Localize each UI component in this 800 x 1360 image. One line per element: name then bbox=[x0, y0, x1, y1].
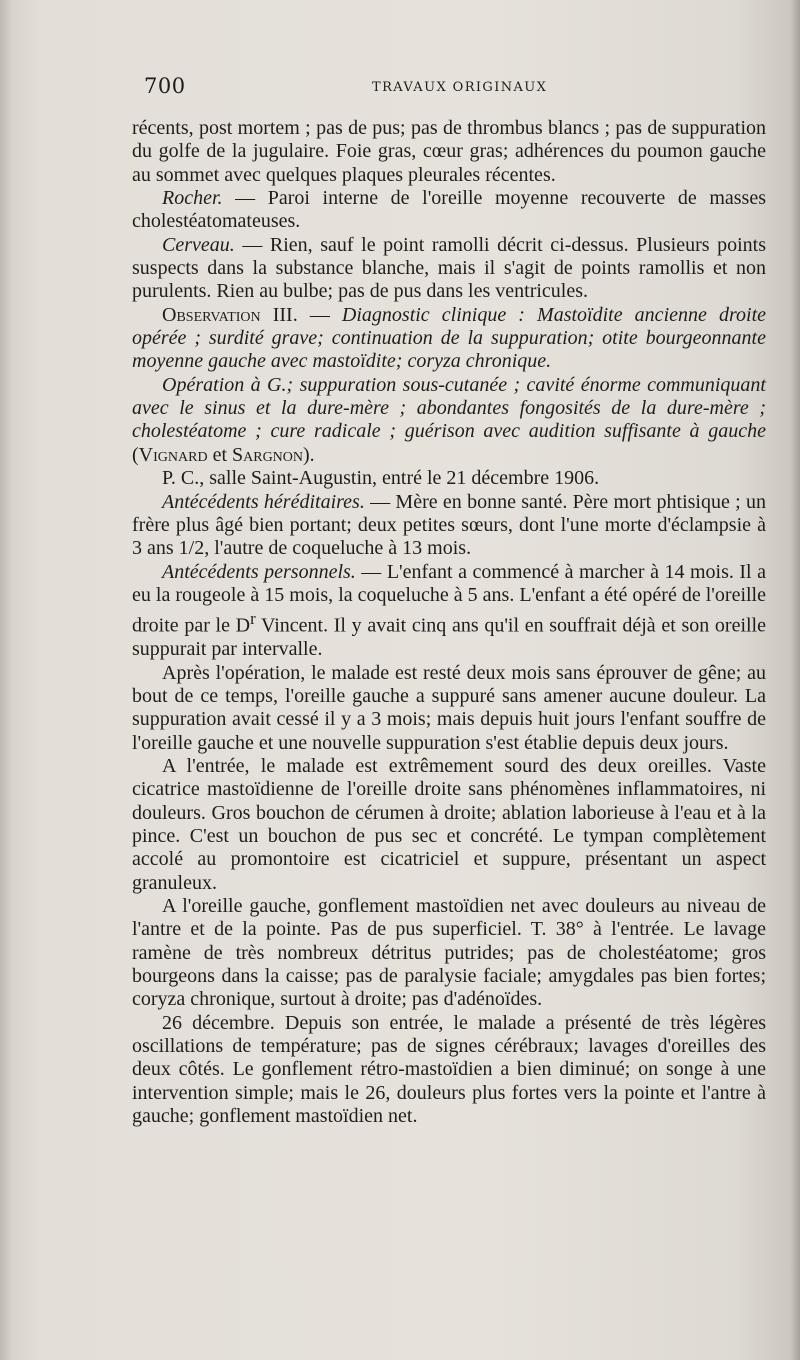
page-body bbox=[132, 117, 766, 1128]
paragraph-operation-summary bbox=[132, 374, 766, 467]
paragraph-cerveau bbox=[132, 234, 766, 304]
operation-summary: Opération à G.; suppuration sous-cutanée ; cavité énorme communiquant avec le sinus et la dure-mère ; abondantes fongosités de la dure-mère ; cholestéatome ; cure radicale ; guérison avec audition suffisante à gauche bbox=[132, 373, 766, 443]
paragraph-december-26 bbox=[132, 1012, 766, 1129]
observation-label: Observation III. bbox=[162, 303, 298, 326]
paragraph-text: Vincent. Il y avait cinq ans qu'il en souffrait déjà et son oreille suppurait par intervalle. bbox=[132, 614, 766, 661]
paragraph-after-operation bbox=[132, 662, 766, 755]
paragraph-text: Après l'opération, le malade est resté deux mois sans éprouver de gêne; au bout de ce temps, l'oreille gauche a suppuré sans amener aucune douleur. La suppuration avait cessé il y a 3 mois; mais depuis huit jours l'enfant souffre de l'oreille gauche et une nouvelle suppuration s'est établie depuis deux jours. bbox=[132, 661, 766, 754]
paragraph-hereditary bbox=[132, 491, 766, 561]
author-vignard: Vignard bbox=[138, 443, 208, 466]
paragraph-left-ear bbox=[132, 895, 766, 1012]
superscript: r bbox=[250, 609, 256, 629]
page-number: 700 bbox=[144, 74, 186, 98]
running-head: TRAVAUX ORIGINAUX bbox=[372, 80, 548, 95]
paragraph-text: — Rien, sauf le point ramolli décrit ci-dessus. Plusieurs points suspects dans la substance blanche, mais il s'agit de points ramollis et non purulents. Rien au bulbe; pas de pus dans les ventricules. bbox=[132, 233, 766, 303]
paragraph-observation-title bbox=[132, 304, 766, 374]
paren-open: ( bbox=[132, 443, 139, 466]
paren-close: ). bbox=[303, 443, 315, 466]
clinical-diagnosis: Diagnostic clinique : Mastoïdite ancienne droite opérée ; surdité grave; continuation de la suppuration; otite bourgeonnante moyenne gauche avec mastoïdite; coryza chronique. bbox=[132, 303, 766, 373]
section-label-cerveau: Cerveau. bbox=[162, 233, 235, 256]
paragraph-patient bbox=[132, 467, 766, 490]
conjunction: et bbox=[207, 443, 232, 466]
paragraph-text: récents, post mortem ; pas de pus; pas de thrombus blancs ; pas de suppuration du golfe de la jugulaire. Foie gras, cœur gras; adhérences du poumon gauche au sommet avec quelques plaques pleurales récentes. bbox=[132, 117, 766, 186]
section-label-personal: Antécédents personnels. bbox=[162, 560, 356, 583]
section-label-hereditary: Antécédents héréditaires. bbox=[162, 490, 365, 513]
paragraph-text: — Paroi interne de l'oreille moyenne recouverte de masses cholestéatomateuses. bbox=[132, 187, 766, 233]
paragraph-text: 26 décembre. Depuis son entrée, le malade a présenté de très légères oscillations de température; pas de signes cérébraux; lavages d'oreilles des deux côtés. Le gonflement rétro-mastoïdien a bien diminué; on songe à une intervention simple; mais le 26, douleurs plus fortes vers la pointe et l'antre à gauche; gonflement mastoïdien net. bbox=[132, 1011, 766, 1128]
paragraph-text: — Mère en bonne santé. Père mort phtisique ; un frère plus âgé bien portant; deux petites sœurs, dont l'une morte d'éclampsie à 3 ans 1/2, l'autre de coqueluche à 13 mois. bbox=[132, 490, 766, 560]
paragraph-admission bbox=[132, 755, 766, 895]
paragraph-personal bbox=[132, 561, 766, 662]
paragraph-rocher bbox=[132, 187, 766, 234]
page-header bbox=[144, 74, 760, 104]
paragraph-text: — L'enfant a commencé à marcher à 14 mois. Il a eu la rougeole à 15 mois, la coqueluche à 5 ans. L'enfant a été opéré de l'oreille droite par le D bbox=[132, 560, 766, 637]
paragraph-text: A l'oreille gauche, gonflement mastoïdien net avec douleurs au niveau de l'antre et de la pointe. Pas de pus superficiel. T. 38° à l'entrée. Le lavage ramène de très nombreux détritus putrides; pas de cholestéatome; gros bourgeons dans la caisse; pas de paralysie faciale; amygdales pas bien fortes; coryza chronique, surtout à droite; pas d'adénoïdes. bbox=[132, 895, 766, 1011]
scan-edge-shadow bbox=[790, 0, 800, 1360]
paragraph-autopsy bbox=[132, 117, 766, 187]
author-sargnon: Sargnon bbox=[232, 443, 304, 466]
paragraph-text: P. C., salle Saint-Augustin, entré le 21 décembre 1906. bbox=[162, 467, 600, 490]
dash-separator: — bbox=[297, 303, 342, 326]
paragraph-text: A l'entrée, le malade est extrêmement sourd des deux oreilles. Vaste cicatrice mastoïdienne de l'oreille droite sans phénomènes inflammatoires, ni douleurs. Gros bouchon de cérumen à droite; ablation laborieuse à l'eau et à la pince. C'est un bouchon de pus sec et concrété. Le tympan complètement accolé au promontoire est cicatriciel et suppure, présentant un aspect granuleux. bbox=[132, 754, 766, 894]
section-label-rocher: Rocher. bbox=[162, 187, 223, 210]
